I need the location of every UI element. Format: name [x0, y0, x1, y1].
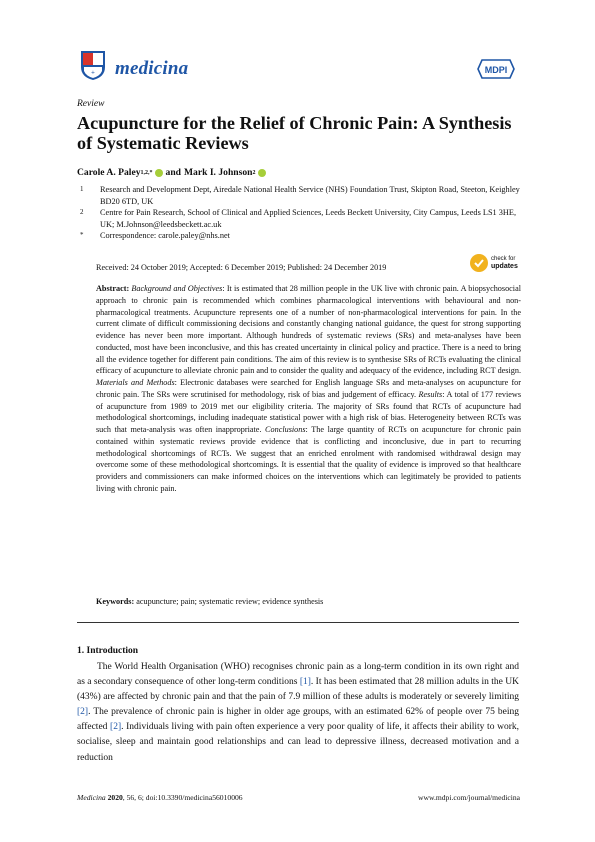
- check-for-updates-button[interactable]: [469, 252, 521, 274]
- publication-dates: Received: 24 October 2019; Accepted: 6 December 2019; Published: 24 December 2019: [96, 263, 387, 272]
- affiliation-mark: 1: [80, 185, 84, 193]
- paragraph-text: . Individuals living with pain often experience a very poor quality of life, it affects their ability to work, socialise, sleep and maintain good relationships and can lead to depressive illness, decreased motivation and a reduction: [77, 722, 519, 763]
- author-list: [77, 167, 269, 178]
- abstract-background-text: : It is estimated that 28 million people in the UK live with chronic pain. A biopsychosocial approach to chronic pain is recommended which combines pharmacological interventions with behavioural and non-pharmacological treatments. Acupuncture represents one of a number of non-pharmacological interventions for pain. In the current climate of difficult commissioning decisions and constantly changing national guidance, the quest for strong supporting evidence has never been more important. Although hundreds of systematic reviews (SRs) and meta-analyses have been conducted, most have been inconclusive, and this has created uncertainty in clinical policy and practice. There is a need to bring all the evidence together for different pain conditions. The aim of this review is to synthesise SRs of RCTs evaluating the clinical efficacy of acupuncture to alleviate chronic pain and to consider the quality and adequacy of the evidence, including RCT design.: [96, 284, 521, 376]
- citation-link[interactable]: [2]: [77, 707, 89, 718]
- keywords-label: Keywords:: [96, 597, 135, 606]
- affiliation-mark: *: [80, 231, 84, 240]
- affiliation-item: [77, 184, 522, 207]
- footer-url[interactable]: www.mdpi.com/journal/medicina: [418, 793, 520, 802]
- check-updates-line1: check for: [491, 255, 516, 262]
- section-heading: 1. Introduction: [77, 646, 139, 656]
- paragraph-text: . The prevalence of chronic pain is higher in older age groups, with an estimated 62% of people over 75 being affected: [77, 707, 519, 733]
- abstract-conclusions-text: : The large quantity of RCTs on acupuncture for chronic pain contained within systematic reviews provide evidence that is conflicting and inconclusive, due in part to recurring methodological shortcomings of RCTs. We suggest that an enriched enrolment with randomised withdrawal design may overcome some of these methodological shortcomings. It is essential that the quality of evidence is improved so that healthcare providers and commissioners can make informed choices on the interventions which can legitimately be provided to patients living with chronic pain.: [96, 425, 521, 493]
- section-divider: [77, 622, 519, 623]
- journal-name: medicina: [115, 58, 189, 79]
- paragraph-text: . It has been estimated that 28 million adults in the UK (43%) are affected by chronic pain and that the pain of 7.9 million of these adults is moderately or severely limiting: [77, 677, 520, 703]
- introduction-paragraph: [77, 660, 519, 766]
- affiliation-text: Centre for Pain Research, School of Clinical and Applied Sciences, Leeds Beckett University, City Campus, Leeds LS1 3HE, UK; M.Johnson@leedsbeckett.ac.uk: [100, 208, 517, 229]
- affiliation-mark: 2: [80, 208, 84, 217]
- footer-citation: [77, 793, 243, 802]
- abstract-background-label: Background and Objectives: [131, 284, 223, 293]
- check-updates-line2: updates: [491, 262, 518, 270]
- abstract-label: Abstract:: [96, 284, 130, 293]
- abstract-methods-text: : Electronic databases were searched for English language SRs and meta-analyses on acupuncture for chronic pain. The SRs were scrutinised for methodology, risk of bias and judgement of efficacy.: [96, 378, 521, 399]
- footer-doi: , 56, 6; doi:10.3390/medicina56010006: [122, 793, 243, 802]
- article-title: Acupuncture for the Relief of Chronic Pain: A Synthesis of Systematic Reviews: [77, 113, 512, 153]
- author-conjunction: and: [165, 167, 181, 178]
- svg-text:+: +: [90, 70, 96, 76]
- author-affiliation-marks: 2: [252, 169, 256, 176]
- abstract-conclusions-label: Conclusions: [265, 425, 306, 434]
- author-name: Carole A. Paley: [77, 167, 141, 178]
- abstract-results-label: Results: [418, 389, 443, 399]
- correspondence-text: Correspondence: carole.paley@nhs.net: [100, 231, 230, 241]
- orcid-icon[interactable]: [155, 169, 163, 177]
- abstract-results-text: : A total of 177 reviews of acupuncture from 1989 to 2019 met our eligibility criteria. The majority of SRs found that RCTs of acupuncture had methodological shortcomings, including inadequate statistical power with a high risk of bias. Heterogeneity between RCTs was such that meta-analysis was often inappropriate.: [96, 389, 521, 434]
- svg-text:MDPI: MDPI: [484, 65, 508, 75]
- abstract-methods-label: Materials and Methods: [96, 378, 175, 387]
- affiliation-text: Research and Development Dept, Airedale National Health Service (NHS) Foundation Trust, Skipton Road, Steeton, Keighley BD20 6TD, UK: [100, 185, 520, 206]
- affiliation-item: [77, 230, 522, 242]
- footer-journal: Medicina: [77, 793, 106, 802]
- citation-link[interactable]: [2]: [110, 722, 122, 733]
- paragraph-text: The World Health Organisation (WHO) recognises chronic pain as a long-term condition in its own right and as a secondary consequence of other long-term conditions: [77, 662, 519, 688]
- keywords: [96, 597, 521, 606]
- check-updates-icon: [469, 253, 489, 273]
- orcid-icon[interactable]: [258, 169, 266, 177]
- abstract: [96, 283, 521, 495]
- footer-year: 2020: [107, 793, 123, 802]
- author-affiliation-marks: 1,2,*: [140, 169, 153, 176]
- affiliations: [77, 184, 522, 242]
- author-name: Mark I. Johnson: [183, 167, 253, 178]
- journal-logo-icon: [78, 49, 108, 81]
- affiliation-item: [77, 207, 522, 230]
- keywords-text: acupuncture; pain; systematic review; evidence synthesis: [136, 597, 324, 606]
- article-type: Review: [77, 99, 105, 109]
- mdpi-logo-icon: [476, 58, 516, 80]
- citation-link[interactable]: [1]: [299, 677, 311, 688]
